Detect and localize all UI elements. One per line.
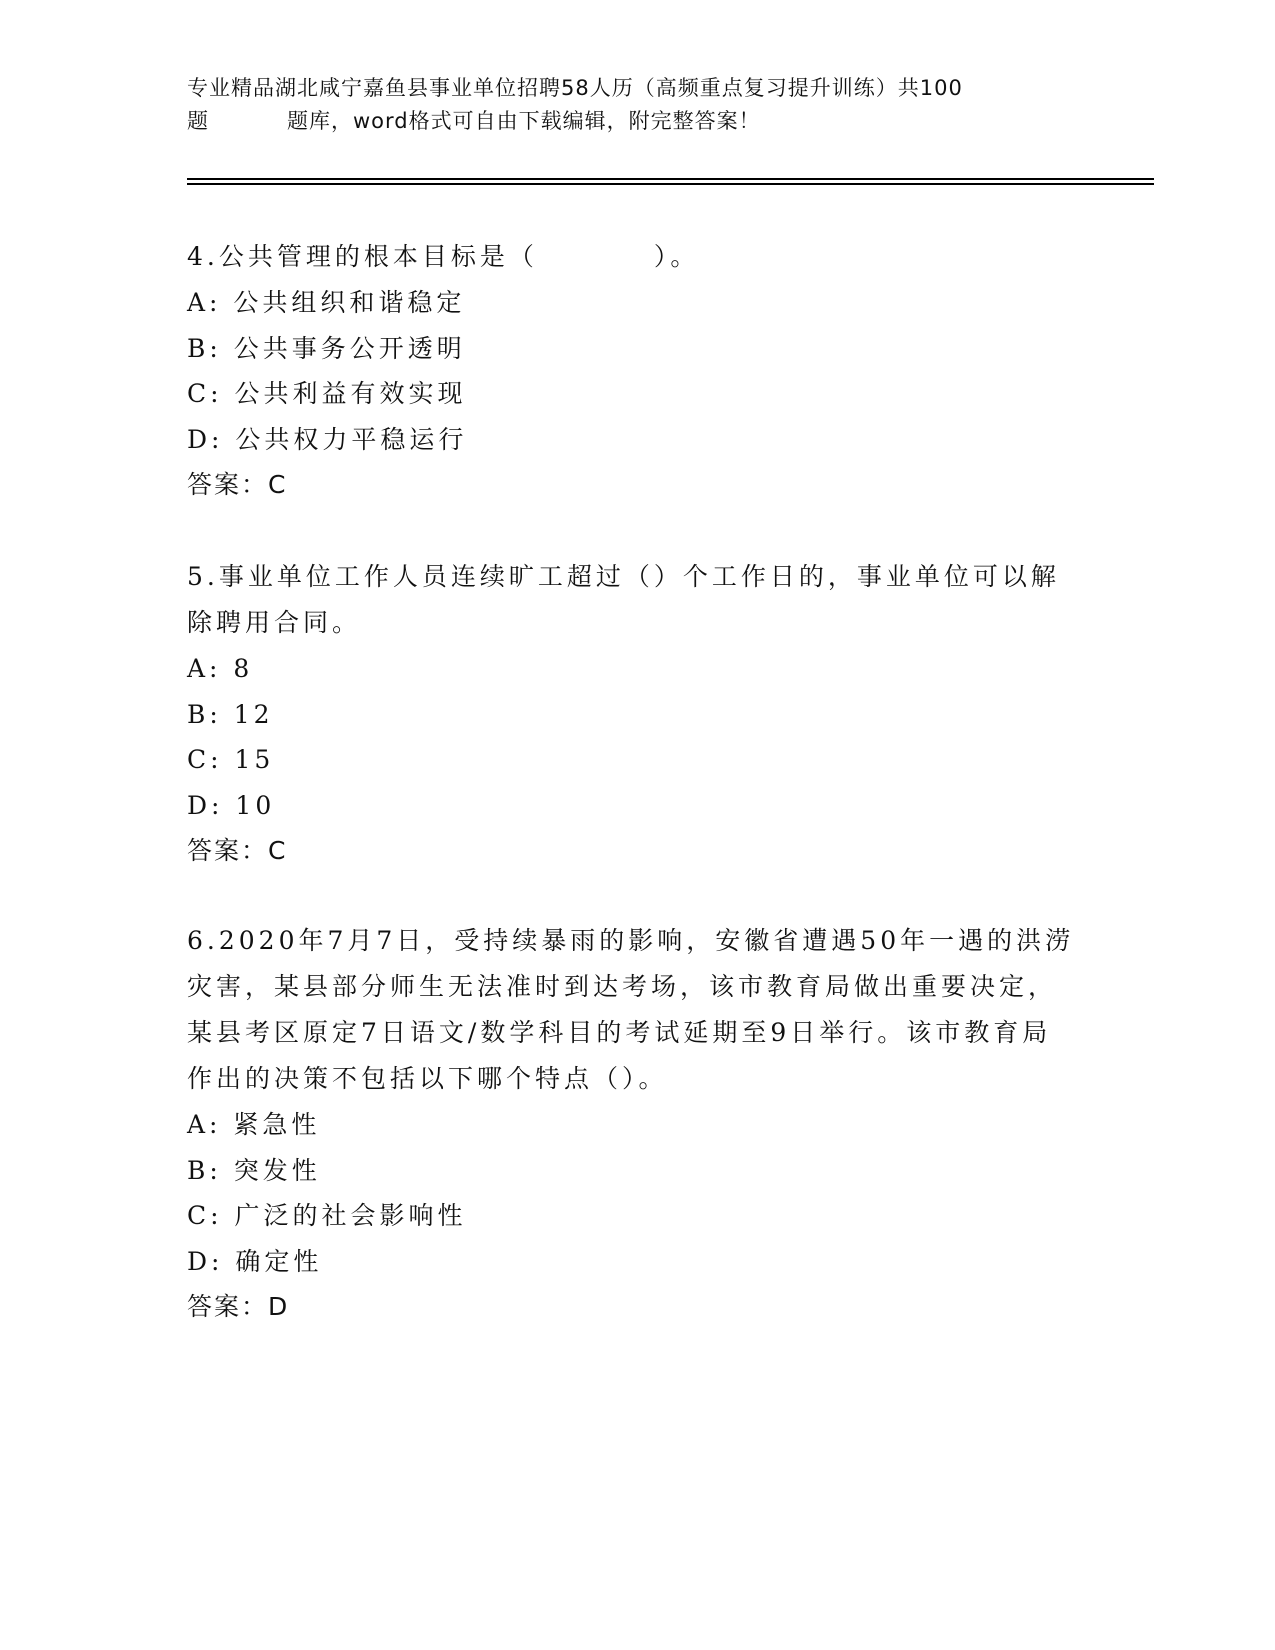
option-b: B: 公共事务公开透明 [187, 333, 466, 363]
question-stem-line: 除聘用合同。 [187, 608, 362, 637]
question-stem-line: 某县考区原定7日语文/数学科目的考试延期至9日举行。该市教育局 [187, 1018, 1052, 1047]
header-line-2-rest: 题库，word格式可自由下载编辑，附完整答案！ [287, 109, 761, 133]
header-line-2-start: 题 [187, 109, 209, 133]
option-b: B: 12 [187, 699, 274, 729]
document-header [187, 72, 1087, 138]
question-stem-line: 5.事业单位工作人员连续旷工超过（）个工作日的，事业单位可以解 [187, 562, 1060, 591]
option-a: A: 公共组织和谐稳定 [187, 288, 466, 317]
answer: 答案：C [187, 836, 288, 865]
header-divider-bottom [187, 183, 1154, 185]
question-stem-line: 作出的决策不包括以下哪个特点（）。 [187, 1064, 668, 1093]
answer: 答案：C [187, 470, 288, 499]
question-6 [187, 918, 1087, 1330]
question-4 [187, 234, 1087, 508]
option-c: C: 15 [187, 745, 275, 774]
question-stem-line: 灾害，某县部分师生无法准时到达考场，该市教育局做出重要决定， [187, 972, 1058, 1001]
option-d: D: 10 [187, 790, 276, 820]
question-stem-line: 4.公共管理的根本目标是（ ）。 [187, 242, 700, 271]
option-d: D: 确定性 [187, 1246, 323, 1276]
option-a: A: 紧急性 [187, 1110, 321, 1139]
option-c: C: 广泛的社会影响性 [187, 1201, 467, 1230]
header-line-2 [187, 105, 1087, 138]
header-line-1: 专业精品湖北咸宁嘉鱼县事业单位招聘58人历（高频重点复习提升训练）共100 [187, 76, 963, 100]
option-d: D: 公共权力平稳运行 [187, 424, 468, 454]
option-b: B: 突发性 [187, 1155, 321, 1185]
question-5 [187, 554, 1087, 874]
option-c: C: 公共利益有效实现 [187, 379, 467, 408]
header-divider-top [187, 178, 1154, 180]
answer: 答案：D [187, 1292, 290, 1321]
option-a: A: 8 [187, 654, 254, 683]
question-stem-line: 6.2020年7月7日，受持续暴雨的影响，安徽省遭遇50年一遇的洪涝 [187, 926, 1075, 955]
